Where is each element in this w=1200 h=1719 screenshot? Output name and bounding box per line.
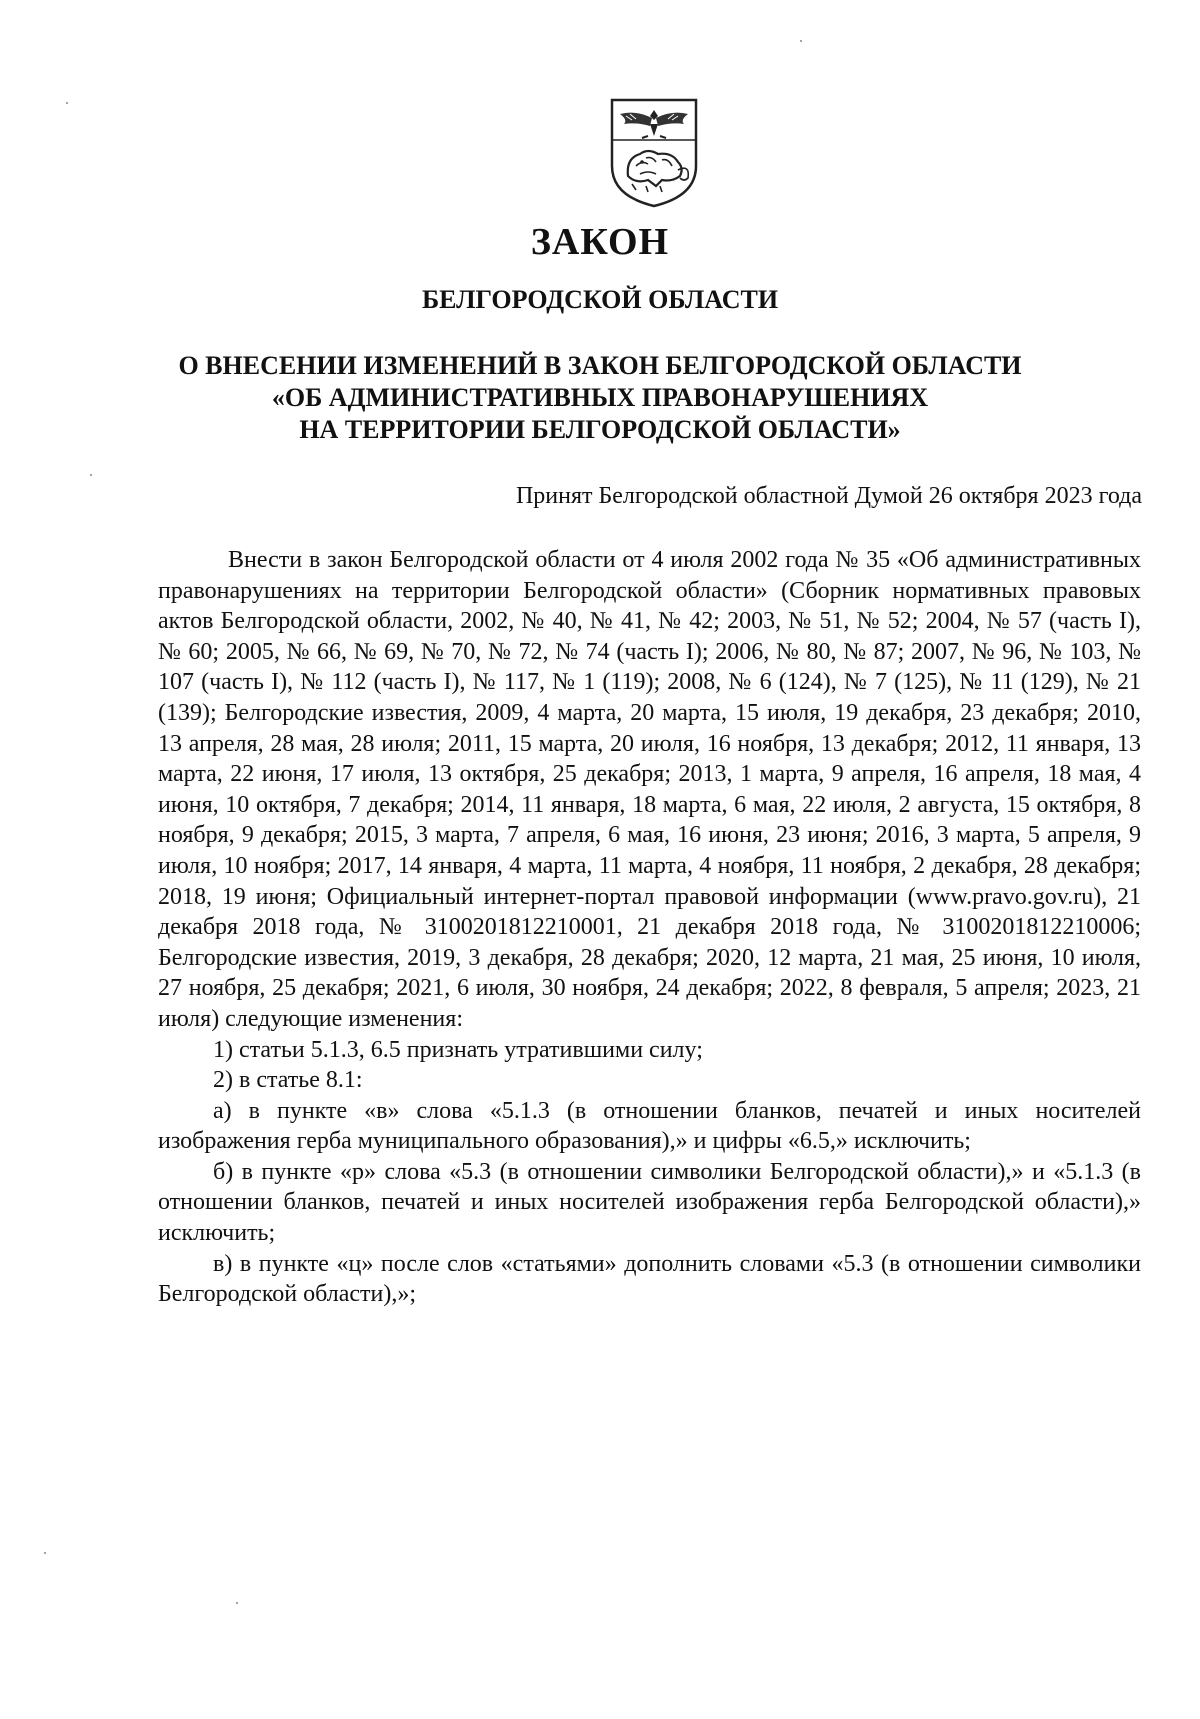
belgorod-coat-of-arms-icon [606, 96, 702, 210]
law-subject-title [0, 350, 1200, 446]
scan-speck [236, 1602, 238, 1604]
intro-paragraph: Внести в закон Белгородской области от 4 июля 2002 года № 35 «Об административных правонарушениях на территории Белгородской области» (Сборник нормативных правовых актов Белгородской области, 2002, № 40, № 41, № 42; 2003, № 51, № 52; 2004, № 57 (часть I), № 60; 2005, № 66, № 69, № 70, № 72, № 74 (часть I); 2006, № 80, № 87; 2007, № 96, № 103, № 107 (часть I), № 112 (часть I), № 117, № 1 (119); 2008, № 6 (124), № 7 (125), № 11 (129), № 21 (139); Белгородские известия, 2009, 4 марта, 20 марта, 15 июля, 19 декабря, 23 декабря; 2010, 13 апреля, 28 мая, 28 июля; 2011, 15 марта, 20 июля, 16 ноября, 13 декабря; 2012, 11 января, 13 марта, 22 июня, 17 июля, 13 октября, 25 декабря; 2013, 1 марта, 9 апреля, 16 апреля, 18 мая, 4 июня, 10 октября, 7 декабря; 2014, 11 января, 18 марта, 6 мая, 22 июля, 2 августа, 15 октября, 8 ноября, 9 декабря; 2015, 3 марта, 7 апреля, 6 мая, 16 июня, 23 июня; 2016, 3 марта, 5 апреля, 9 июля, 10 ноября; 2017, 14 января, 4 марта, 11 марта, 4 ноября, 11 ноября, 2 декабря, 28 декабря; 2018, 19 июня; Официальный интернет-портал правовой информации (www.pravo.gov.ru), 21 декабря 2018 года, № 3100201812210001, 21 декабря 2018 года, № 3100201812210006; Белгородские известия, 2019, 3 декабря, 28 декабря; 2020, 12 марта, 21 мая, 25 июня, 10 июля, 27 ноября, 25 декабря; 2021, 6 июля, 30 ноября, 24 декабря; 2022, 8 февраля, 5 апреля; 2023, 21 июля) следующие изменения: [158, 547, 1141, 1032]
scan-speck [90, 474, 92, 476]
scan-speck [44, 1552, 46, 1554]
list-item: в) в пункте «ц» после слов «статьями» дополнить словами «5.3 (в отношении символики Белгородской области),»; [158, 1250, 1141, 1308]
scan-speck [66, 102, 68, 104]
list-item: а) в пункте «в» слова «5.1.3 (в отношении бланков, печатей и иных носителей изображения герба муниципального образования),» и цифры «6.5,» исключить; [158, 1097, 1141, 1155]
subject-line: НА ТЕРРИТОРИИ БЕЛГОРОДСКОЙ ОБЛАСТИ» [299, 415, 901, 444]
list-item: б) в пункте «р» слова «5.3 (в отношении символики Белгородской области),» и «5.1.3 (в отношении бланков, печатей и иных носителей изображения герба Белгородской области),» исключить; [158, 1158, 1141, 1247]
subject-line: «ОБ АДМИНИСТРАТИВНЫХ ПРАВОНАРУШЕНИЯХ [271, 383, 929, 412]
scan-speck [800, 40, 802, 42]
region-title: БЕЛГОРОДСКОЙ ОБЛАСТИ [421, 285, 779, 314]
list-item: 2) в статье 8.1: [213, 1067, 363, 1094]
adoption-note: Принят Белгородской областной Думой 26 октября 2023 года [515, 483, 1142, 509]
document-type-title: ЗАКОН [530, 221, 670, 263]
subject-line: О ВНЕСЕНИИ ИЗМЕНЕНИЙ В ЗАКОН БЕЛГОРОДСКОЙ ОБЛАСТИ [178, 351, 1022, 380]
law-body [158, 545, 1141, 1310]
list-item: 1) статьи 5.1.3, 6.5 признать утратившими силу; [213, 1036, 703, 1063]
